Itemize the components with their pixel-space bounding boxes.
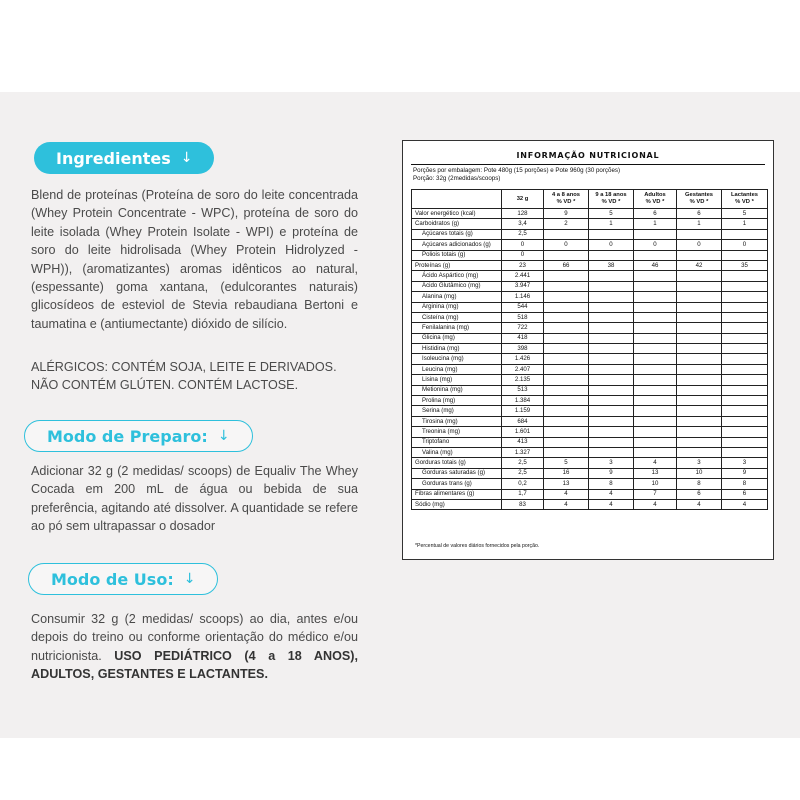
nutrient-value: 13 xyxy=(634,468,677,478)
nutrient-value xyxy=(544,364,589,374)
nutrient-value: 5 xyxy=(544,458,589,468)
nutrient-value xyxy=(722,385,768,395)
nutrient-label: Triptofano xyxy=(412,437,502,447)
nutrient-value xyxy=(589,281,634,291)
column-header: Adultos % VD * xyxy=(634,190,677,209)
nutrient-value xyxy=(722,250,768,260)
nutrient-value xyxy=(634,375,677,385)
nutrient-value: 5 xyxy=(722,209,768,219)
nutrient-value xyxy=(677,271,722,281)
nutrient-value xyxy=(722,427,768,437)
column-header: 32 g xyxy=(502,190,544,209)
nutrient-value xyxy=(544,323,589,333)
nutrient-label: Valina (mg) xyxy=(412,447,502,457)
nutrition-table xyxy=(411,189,768,510)
table-row xyxy=(412,271,768,281)
nutrient-value xyxy=(677,354,722,364)
nutrient-value: 4 xyxy=(589,499,634,509)
table-row xyxy=(412,344,768,354)
table-row xyxy=(412,333,768,343)
nutrient-value: 38 xyxy=(589,260,634,270)
nutrient-value: 413 xyxy=(502,437,544,447)
nutrient-value xyxy=(722,416,768,426)
table-row xyxy=(412,323,768,333)
arrow-down-icon: ↓ xyxy=(217,428,230,444)
nutrient-value xyxy=(589,437,634,447)
nutrient-value: 1,7 xyxy=(502,489,544,499)
nutrient-value xyxy=(677,333,722,343)
nutrient-value: 4 xyxy=(544,499,589,509)
nutrient-value: 0 xyxy=(502,240,544,250)
nutrient-value xyxy=(589,333,634,343)
nutrient-value: 16 xyxy=(544,468,589,478)
nutrient-label: Histidina (mg) xyxy=(412,344,502,354)
nutrient-value: 1.384 xyxy=(502,396,544,406)
nutrient-value xyxy=(722,271,768,281)
nutrition-facts-panel xyxy=(402,140,774,560)
nutrient-label: Carboidratos (g) xyxy=(412,219,502,229)
nutrient-value: 9 xyxy=(544,209,589,219)
nutrient-label: Proteínas (g) xyxy=(412,260,502,270)
nutrient-value: 6 xyxy=(722,489,768,499)
nutrient-value xyxy=(634,333,677,343)
column-header: Lactantes % VD * xyxy=(722,190,768,209)
nutrient-value xyxy=(544,437,589,447)
nutrient-label: Sódio (mg) xyxy=(412,499,502,509)
column-header: 4 a 8 anos % VD * xyxy=(544,190,589,209)
nutrient-value: 5 xyxy=(589,209,634,219)
nutrient-value xyxy=(722,323,768,333)
nutrient-value xyxy=(589,344,634,354)
nutrient-value xyxy=(677,437,722,447)
nutrient-value xyxy=(544,416,589,426)
nutrient-value xyxy=(722,364,768,374)
nutrient-value: 6 xyxy=(677,489,722,499)
nutrient-value xyxy=(722,447,768,457)
nutrient-value xyxy=(634,396,677,406)
modo-uso-bold: USO PEDIÁTRICO (4 a 18 ANOS), ADULTOS, GESTANTES E LACTANTES. xyxy=(31,648,358,682)
nutrient-label: Glicina (mg) xyxy=(412,333,502,343)
nutrient-value xyxy=(544,406,589,416)
nutrient-value: 9 xyxy=(722,468,768,478)
nutrient-value: 8 xyxy=(677,479,722,489)
nutrient-value: 10 xyxy=(677,468,722,478)
table-row xyxy=(412,354,768,364)
nutrient-value xyxy=(544,385,589,395)
nutrient-value xyxy=(544,375,589,385)
modo-preparo-label: Modo de Preparo: xyxy=(47,426,208,446)
nutrient-value: 128 xyxy=(502,209,544,219)
nutrient-value xyxy=(589,375,634,385)
nutrient-label: Gorduras saturadas (g) xyxy=(412,468,502,478)
nutrient-value: 1 xyxy=(589,219,634,229)
nutrient-value xyxy=(589,323,634,333)
table-row xyxy=(412,209,768,219)
table-row xyxy=(412,250,768,260)
nutrient-value xyxy=(544,312,589,322)
nutrient-value xyxy=(677,312,722,322)
nutrient-value: 23 xyxy=(502,260,544,270)
nutrient-label: Treonina (mg) xyxy=(412,427,502,437)
nutrient-value xyxy=(722,375,768,385)
nutrient-value xyxy=(677,396,722,406)
nutrient-value xyxy=(722,312,768,322)
table-row xyxy=(412,229,768,239)
nutrient-value xyxy=(589,364,634,374)
nutrient-value xyxy=(589,312,634,322)
nutrient-value xyxy=(544,250,589,260)
nutrient-value xyxy=(634,447,677,457)
nutrient-label: Leucina (mg) xyxy=(412,364,502,374)
nutrient-label: Ácido Glutâmico (mg) xyxy=(412,281,502,291)
nutrient-value xyxy=(722,292,768,302)
nutrient-value: 4 xyxy=(544,489,589,499)
nutrient-value xyxy=(634,385,677,395)
portions-per-package: Porções por embalagem: Pote 480g (15 porções) e Pote 960g (30 porções) xyxy=(413,167,621,174)
nutrient-label: Metionina (mg) xyxy=(412,385,502,395)
nutrient-value xyxy=(722,437,768,447)
table-row xyxy=(412,427,768,437)
nutrient-value: 46 xyxy=(634,260,677,270)
nutrient-value xyxy=(634,229,677,239)
table-row xyxy=(412,219,768,229)
nutrient-label: Ácido Aspártico (mg) xyxy=(412,271,502,281)
nutrient-value: 7 xyxy=(634,489,677,499)
nutrient-value: 0 xyxy=(502,250,544,260)
nutrient-value: 418 xyxy=(502,333,544,343)
nutrient-value xyxy=(634,302,677,312)
table-header-row xyxy=(412,190,768,209)
nutrient-value: 1.327 xyxy=(502,447,544,457)
ingredientes-text: Blend de proteínas (Proteína de soro do leite concentrada (Whey Protein Concentrate - WPC), proteína de soro do leite isolada (Whey Protein Isolate - WPI) e proteína de soro do leite hidrolisada (Whey Protein Hidrolyzed - WPH)), (aromatizantes) aromas idênticos ao natural, (espessante) goma xantana, (edulcorantes naturais) glicosídeos de esteviol de Stevia rebaudiana Bertoni e taumatina e (antiumectante) dióxido de silício. xyxy=(31,188,358,331)
nutrient-value: 0 xyxy=(589,240,634,250)
nutrient-value xyxy=(634,250,677,260)
nutrient-value xyxy=(589,250,634,260)
nutrient-label: Fibras alimentares (g) xyxy=(412,489,502,499)
ingredientes-label: Ingredientes xyxy=(56,148,171,168)
nutrient-value: 4 xyxy=(634,499,677,509)
nutrient-value: 2,5 xyxy=(502,458,544,468)
nutrient-value: 3,4 xyxy=(502,219,544,229)
nutrient-value: 398 xyxy=(502,344,544,354)
nutrient-label: Valor energético (kcal) xyxy=(412,209,502,219)
nutrient-value xyxy=(634,364,677,374)
modo-uso-label: Modo de Uso: xyxy=(51,569,174,589)
nutrient-value xyxy=(677,344,722,354)
nutrient-label: Açúcares totais (g) xyxy=(412,229,502,239)
nutrient-value xyxy=(677,364,722,374)
nutrient-value: 0,2 xyxy=(502,479,544,489)
nutrient-value: 513 xyxy=(502,385,544,395)
nutrient-value: 2.441 xyxy=(502,271,544,281)
nutrient-value: 6 xyxy=(677,209,722,219)
nutrient-value xyxy=(722,406,768,416)
nutrient-value xyxy=(589,416,634,426)
nutrient-value xyxy=(634,281,677,291)
nutrient-value: 4 xyxy=(722,499,768,509)
modo-uso-body: Consumir 32 g (2 medidas/ scoops) ao dia, antes e/ou depois do treino ou conforme orientação do médico e/ou nutricionista. xyxy=(31,612,358,663)
nutrient-value xyxy=(544,333,589,343)
nutrient-value xyxy=(544,281,589,291)
nutrient-value xyxy=(544,354,589,364)
nutrient-value xyxy=(544,447,589,457)
nutrient-value xyxy=(544,427,589,437)
nutrient-value: 2.135 xyxy=(502,375,544,385)
nutrient-value xyxy=(589,292,634,302)
nutrient-value xyxy=(722,354,768,364)
column-header xyxy=(412,190,502,209)
nutrient-value xyxy=(677,427,722,437)
table-row xyxy=(412,479,768,489)
nutrient-value xyxy=(722,344,768,354)
modo-uso-text xyxy=(31,610,358,684)
nutrient-value: 4 xyxy=(634,458,677,468)
nutrient-value: 1.146 xyxy=(502,292,544,302)
nutrient-value xyxy=(589,302,634,312)
nutrient-value: 684 xyxy=(502,416,544,426)
table-row xyxy=(412,468,768,478)
nutrient-value xyxy=(589,229,634,239)
nutrient-value: 83 xyxy=(502,499,544,509)
table-row xyxy=(412,281,768,291)
nutrient-value xyxy=(677,281,722,291)
table-row xyxy=(412,260,768,270)
nutrient-value xyxy=(589,271,634,281)
table-row xyxy=(412,447,768,457)
table-row xyxy=(412,292,768,302)
table-row xyxy=(412,489,768,499)
arrow-down-icon: ↓ xyxy=(180,150,193,166)
table-row xyxy=(412,375,768,385)
table-row xyxy=(412,240,768,250)
nutrient-label: Serina (mg) xyxy=(412,406,502,416)
nutrient-value xyxy=(677,406,722,416)
nutrient-value xyxy=(634,406,677,416)
nutrient-value: 35 xyxy=(722,260,768,270)
nutrient-value xyxy=(634,312,677,322)
table-row xyxy=(412,406,768,416)
nutrient-value: 3 xyxy=(722,458,768,468)
nutrient-value xyxy=(722,396,768,406)
nutrient-value: 9 xyxy=(589,468,634,478)
nutrient-value xyxy=(677,375,722,385)
modo-preparo-toggle-button[interactable] xyxy=(24,420,253,452)
nutrient-value xyxy=(722,281,768,291)
alergicos-text: ALÉRGICOS: CONTÉM SOJA, LEITE E DERIVADOS. NÃO CONTÉM GLÚTEN. CONTÉM LACTOSE. xyxy=(31,360,337,393)
nutrient-label: Lisina (mg) xyxy=(412,375,502,385)
arrow-down-icon: ↓ xyxy=(183,571,196,587)
nutrient-value: 0 xyxy=(544,240,589,250)
nutrient-value xyxy=(677,323,722,333)
nutrient-value xyxy=(544,302,589,312)
nutrient-value xyxy=(589,396,634,406)
nutrient-value: 1 xyxy=(722,219,768,229)
nutrient-value xyxy=(722,229,768,239)
nutrient-value xyxy=(722,333,768,343)
ingredientes-toggle-button[interactable] xyxy=(34,142,214,174)
nutrient-label: Arginina (mg) xyxy=(412,302,502,312)
nutrient-value xyxy=(589,385,634,395)
nutrient-value: 1.159 xyxy=(502,406,544,416)
table-row xyxy=(412,416,768,426)
nutrient-value: 0 xyxy=(634,240,677,250)
nutrient-value xyxy=(634,323,677,333)
table-row xyxy=(412,385,768,395)
nutrient-value xyxy=(544,292,589,302)
nutrient-label: Gorduras trans (g) xyxy=(412,479,502,489)
nutrient-value: 4 xyxy=(589,489,634,499)
nutrient-value: 2,5 xyxy=(502,468,544,478)
nutrient-value: 722 xyxy=(502,323,544,333)
nutrient-label: Prolina (mg) xyxy=(412,396,502,406)
nutrient-value xyxy=(544,229,589,239)
nutrient-value: 544 xyxy=(502,302,544,312)
modo-preparo-text: Adicionar 32 g (2 medidas/ scoops) de Equaliv The Whey Cocada em 200 mL de água ou bebida de sua preferência, agitando até dissolver. A quantidade se refere ao pó sem ultrapassar o dosador xyxy=(31,464,358,534)
nutrient-value xyxy=(589,354,634,364)
nutrient-value xyxy=(677,292,722,302)
nutrient-value: 8 xyxy=(589,479,634,489)
portion-size: Porção: 32g (2medidas/scoops) xyxy=(413,174,501,182)
nutrient-value: 3.947 xyxy=(502,281,544,291)
table-row xyxy=(412,396,768,406)
table-row xyxy=(412,437,768,447)
nutrient-value xyxy=(589,447,634,457)
nutrient-value xyxy=(589,406,634,416)
nutrient-value: 3 xyxy=(677,458,722,468)
nutrient-value: 4 xyxy=(677,499,722,509)
nutrient-value: 1 xyxy=(634,219,677,229)
nutrient-label: Alanina (mg) xyxy=(412,292,502,302)
nutrient-label: Fenilalanina (mg) xyxy=(412,323,502,333)
nutrient-value: 42 xyxy=(677,260,722,270)
nutrient-value xyxy=(634,271,677,281)
nutrient-value xyxy=(677,447,722,457)
nutrient-value xyxy=(677,302,722,312)
column-header: Gestantes % VD * xyxy=(677,190,722,209)
nutrient-value: 1.601 xyxy=(502,427,544,437)
nutrient-label: Açúcares adicionados (g) xyxy=(412,240,502,250)
nutrient-value xyxy=(677,229,722,239)
nutrient-value: 10 xyxy=(634,479,677,489)
nutrient-value: 518 xyxy=(502,312,544,322)
nutrient-value xyxy=(722,302,768,312)
nutrient-value xyxy=(634,416,677,426)
nutrient-value xyxy=(634,354,677,364)
nutrient-label: Isoleucina (mg) xyxy=(412,354,502,364)
nutrient-value: 6 xyxy=(634,209,677,219)
nutrient-value xyxy=(544,344,589,354)
column-header: 9 a 18 anos % VD * xyxy=(589,190,634,209)
nutrient-value: 66 xyxy=(544,260,589,270)
nutrient-value xyxy=(634,344,677,354)
nutrient-value xyxy=(634,437,677,447)
nutrient-value xyxy=(544,271,589,281)
nutrient-value xyxy=(677,385,722,395)
table-row xyxy=(412,499,768,509)
table-row xyxy=(412,312,768,322)
nutrient-value: 1 xyxy=(677,219,722,229)
modo-uso-toggle-button[interactable] xyxy=(28,563,218,595)
nutrient-value xyxy=(634,427,677,437)
nutrient-value xyxy=(544,396,589,406)
nutrient-value xyxy=(634,292,677,302)
divider xyxy=(411,164,765,165)
table-row xyxy=(412,302,768,312)
nutrient-value xyxy=(677,250,722,260)
nutrient-value: 0 xyxy=(722,240,768,250)
nutrient-value xyxy=(677,416,722,426)
nutrient-label: Gorduras totais (g) xyxy=(412,458,502,468)
nutrient-value: 2 xyxy=(544,219,589,229)
nutrient-value xyxy=(589,427,634,437)
nutrient-value: 1.426 xyxy=(502,354,544,364)
nutrient-label: Cisteína (mg) xyxy=(412,312,502,322)
footnote: *Percentual de valores diários fornecidos pela porção. xyxy=(415,543,540,549)
nutrient-label: Poliois totais (g) xyxy=(412,250,502,260)
nutrient-value: 13 xyxy=(544,479,589,489)
nutrient-value: 2,5 xyxy=(502,229,544,239)
nutrient-label: Tirosina (mg) xyxy=(412,416,502,426)
nutrient-value: 8 xyxy=(722,479,768,489)
nutrient-value: 3 xyxy=(589,458,634,468)
table-row xyxy=(412,458,768,468)
nutrient-value: 2.407 xyxy=(502,364,544,374)
nutrition-title: INFORMAÇÃO NUTRICIONAL xyxy=(516,151,660,160)
nutrient-value: 0 xyxy=(677,240,722,250)
table-row xyxy=(412,364,768,374)
